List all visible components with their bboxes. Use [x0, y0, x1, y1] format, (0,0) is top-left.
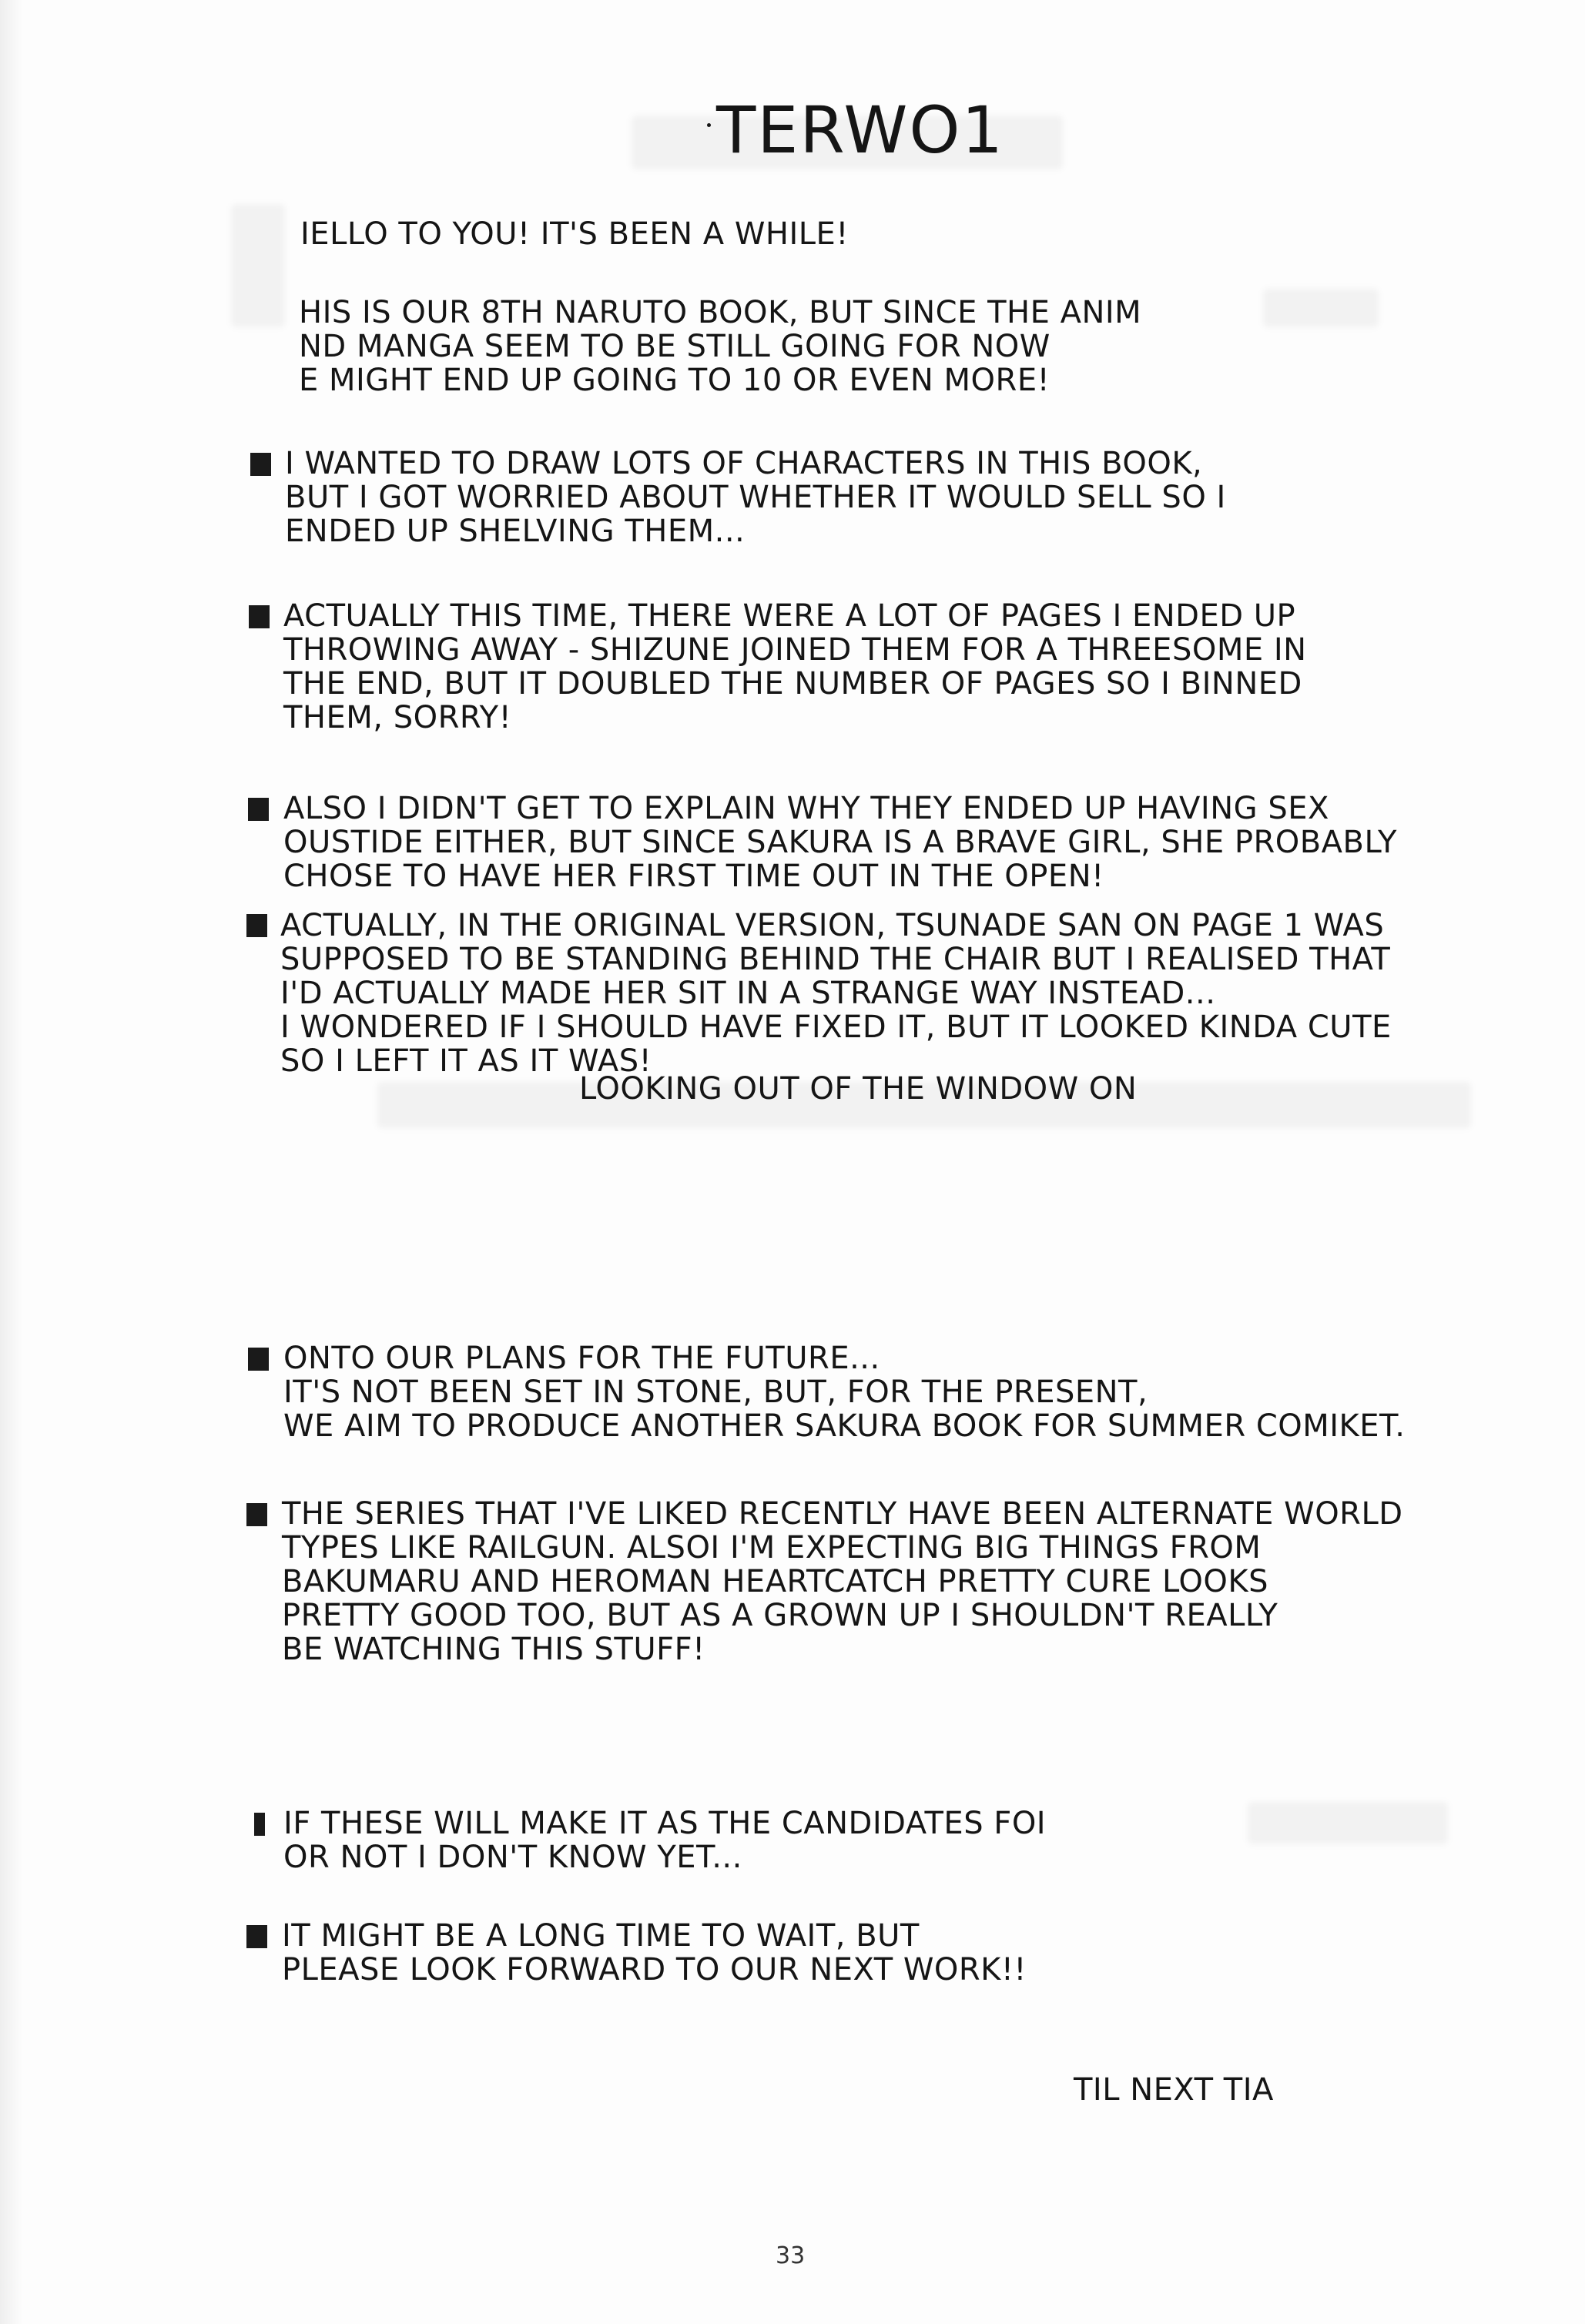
bullet-square: [246, 1925, 267, 1948]
text-line: THE SERIES THAT I'VE LIKED RECENTLY HAVE BEEN ALTERNATE WORLD: [282, 1496, 1403, 1532]
text-line: THEM, SORRY!: [283, 700, 512, 735]
text-line: BAKUMARU AND HEROMAN HEARTCATCH PRETTY CURE LOOKS: [282, 1564, 1268, 1599]
text-line: WE AIM TO PRODUCE ANOTHER SAKURA BOOK FOR SUMMER COMIKET.: [283, 1408, 1406, 1444]
text-line: IELLO TO YOU! IT'S BEEN A WHILE!: [300, 216, 849, 252]
text-line: I'D ACTUALLY MADE HER SIT IN A STRANGE WAY INSTEAD...: [280, 976, 1216, 1011]
paragraph-intro: [299, 296, 1141, 397]
text-line: THROWING AWAY - SHIZUNE JOINED THEM FOR A THREESOME IN: [283, 632, 1307, 668]
text-line: BE WATCHING THIS STUFF!: [282, 1632, 705, 1667]
text-line: OUSTIDE EITHER, BUT SINCE SAKURA IS A BRAVE GIRL, SHE PROBABLY: [283, 825, 1397, 860]
text-line: ONTO OUR PLANS FOR THE FUTURE...: [283, 1341, 880, 1376]
paragraph-series: [282, 1497, 1403, 1666]
paragraph-window: [579, 1072, 1137, 1106]
paragraph-greeting: [300, 217, 849, 251]
paragraph-explain: [283, 792, 1397, 893]
text-line: BUT I GOT WORRIED ABOUT WHETHER IT WOULD SELL SO I: [285, 480, 1226, 515]
text-line: SUPPOSED TO BE STANDING BEHIND THE CHAIR BUT I REALISED THAT: [280, 942, 1391, 977]
paragraph-future-plans: [283, 1341, 1405, 1443]
paragraph-thrown-pages: [283, 599, 1307, 735]
text-line: IT MIGHT BE A LONG TIME TO WAIT, BUT: [282, 1918, 920, 1954]
page-title: TERWO1: [716, 92, 1004, 168]
text-line: SO I LEFT IT AS IT WAS!: [280, 1043, 652, 1079]
bleed-through-right-top: [1263, 289, 1379, 327]
bullet-square: [246, 1503, 267, 1526]
text-line: PLEASE LOOK FORWARD TO OUR NEXT WORK!!: [282, 1952, 1027, 1987]
text-line: LOOKING OUT OF THE WINDOW ON: [579, 1071, 1138, 1107]
bullet-square: [254, 1813, 265, 1836]
text-line: ND MANGA SEEM TO BE STILL GOING FOR NOW: [299, 329, 1051, 364]
bleed-through-candidates: [1248, 1802, 1448, 1844]
bullet-square: [248, 1348, 269, 1371]
bullet-square: [246, 914, 267, 937]
text-line: I WONDERED IF I SHOULD HAVE FIXED IT, BUT IT LOOKED KINDA CUTE: [280, 1010, 1392, 1045]
text-line: HIS IS OUR 8TH NARUTO BOOK, BUT SINCE THE ANIM: [299, 295, 1142, 330]
text-line: TIL NEXT TIA: [1074, 2072, 1274, 2108]
bullet-square: [249, 605, 270, 628]
text-line: IF THESE WILL MAKE IT AS THE CANDIDATES FOI: [283, 1806, 1047, 1841]
text-line: ENDED UP SHELVING THEM...: [285, 514, 746, 549]
paragraph-characters: [285, 447, 1226, 548]
text-line: PRETTY GOOD TOO, BUT AS A GROWN UP I SHOULDN'T REALLY: [282, 1598, 1278, 1633]
text-line: ACTUALLY THIS TIME, THERE WERE A LOT OF PAGES I ENDED UP: [283, 598, 1296, 634]
text-line: CHOSE TO HAVE HER FIRST TIME OUT IN THE OPEN!: [283, 859, 1104, 894]
paragraph-next-work: [282, 1919, 1027, 1987]
page-number: 33: [776, 2242, 806, 2269]
paragraph-candidates: [283, 1807, 1046, 1874]
paragraph-original-version: [280, 909, 1392, 1078]
text-line: TYPES LIKE RAILGUN. ALSOI I'M EXPECTING BIG THINGS FROM: [282, 1530, 1262, 1566]
page-edge-shadow: [0, 0, 23, 2324]
bleed-through-left: [231, 204, 285, 327]
text-line: THE END, BUT IT DOUBLED THE NUMBER OF PAGES SO I BINNED: [283, 666, 1302, 702]
bullet-square: [250, 453, 271, 476]
text-line: ACTUALLY, IN THE ORIGINAL VERSION, TSUNADE SAN ON PAGE 1 WAS: [280, 908, 1385, 943]
paragraph-sign-off: [1074, 2073, 1274, 2107]
title-dot: [707, 123, 711, 127]
text-line: ALSO I DIDN'T GET TO EXPLAIN WHY THEY ENDED UP HAVING SEX: [283, 791, 1329, 826]
text-line: OR NOT I DON'T KNOW YET...: [283, 1840, 742, 1875]
text-line: E MIGHT END UP GOING TO 10 OR EVEN MORE!: [299, 363, 1051, 398]
text-line: I WANTED TO DRAW LOTS OF CHARACTERS IN THIS BOOK,: [285, 446, 1203, 481]
text-line: IT'S NOT BEEN SET IN STONE, BUT, FOR THE PRESENT,: [283, 1375, 1148, 1410]
bullet-square: [248, 798, 269, 821]
